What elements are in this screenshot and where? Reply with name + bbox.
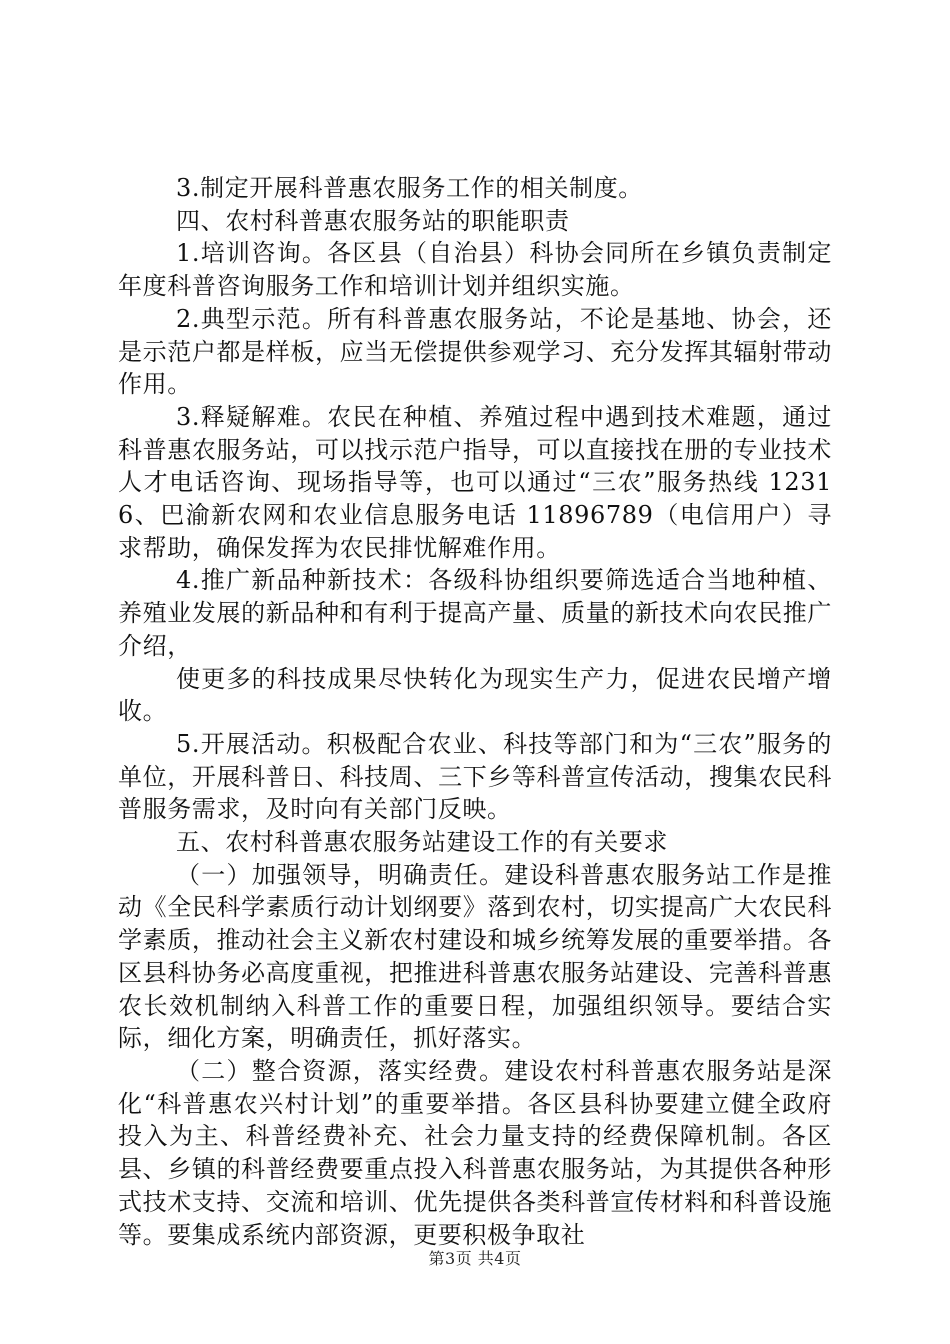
- section-heading-4: 四、农村科普惠农服务站的职能职责: [176, 206, 570, 235]
- page-footer: 第3页 共4页: [428, 1249, 522, 1268]
- paragraph-promotion-cont: 使更多的科技成果尽快转化为现实生产力，促进农民增产增收。: [118, 664, 832, 726]
- section-heading-5: 五、农村科普惠农服务站建设工作的有关要求: [176, 828, 668, 857]
- paragraph-problem-solving: 3.释疑解难。农民在种植、养殖过程中遇到技术难题，通过科普惠农服务站，可以找示范户指导，可以直接找在册的专业技术人才电话咨询、现场指导等，也可以通过“三农”服务热线 12316、巴渝新农网和农业信息服务电话 11896789（电信用户）寻求帮助，确保发挥为农民排忧解难作用。: [118, 402, 832, 562]
- document-body: [118, 172, 832, 1251]
- paragraph-promotion: 4.推广新品种新技术：各级科协组织要筛选适合当地种植、养殖业发展的新品种和有利于提高产量、质量的新技术向农民推广介绍，: [118, 566, 832, 660]
- paragraph-1: 3.制定开展科普惠农服务工作的相关制度。: [176, 174, 643, 202]
- paragraph-training: 1.培训咨询。各区县（自治县）科协会同所在乡镇负责制定年度科普咨询服务工作和培训计划并组织实施。: [118, 239, 832, 301]
- paragraph-resources: （二）整合资源，落实经费。建设农村科普惠农服务站是深化“科普惠农兴村计划”的重要举措。各区县科协要建立健全政府投入为主、科普经费补充、社会力量支持的经费保障机制。各区县、乡镇的科普经费要重点投入科普惠农服务站，为其提供各种形式技术支持、交流和培训、优先提供各类科普宣传材料和科普设施等。要集成系统内部资源，更要积极争取社: [118, 1056, 832, 1249]
- paragraph-demonstration: 2.典型示范。所有科普惠农服务站，不论是基地、协会，还是示范户都是样板，应当无偿提供参观学习、充分发挥其辐射带动作用。: [118, 304, 832, 399]
- paragraph-activities: 5.开展活动。积极配合农业、科技等部门和为“三农”服务的单位，开展科普日、科技周、三下乡等科普宣传活动，搜集农民科普服务需求，及时向有关部门反映。: [118, 729, 832, 824]
- paragraph-leadership: （一）加强领导，明确责任。建设科普惠农服务站工作是推动《全民科学素质行动计划纲要》落到农村，切实提高广大农民科学素质，推动社会主义新农村建设和城乡统筹发展的重要举措。各区县科协务必高度重视，把推进科普惠农服务站建设、完善科普惠农长效机制纳入科普工作的重要日程，加强组织领导。要结合实际，细化方案，明确责任，抓好落实。: [118, 860, 832, 1053]
